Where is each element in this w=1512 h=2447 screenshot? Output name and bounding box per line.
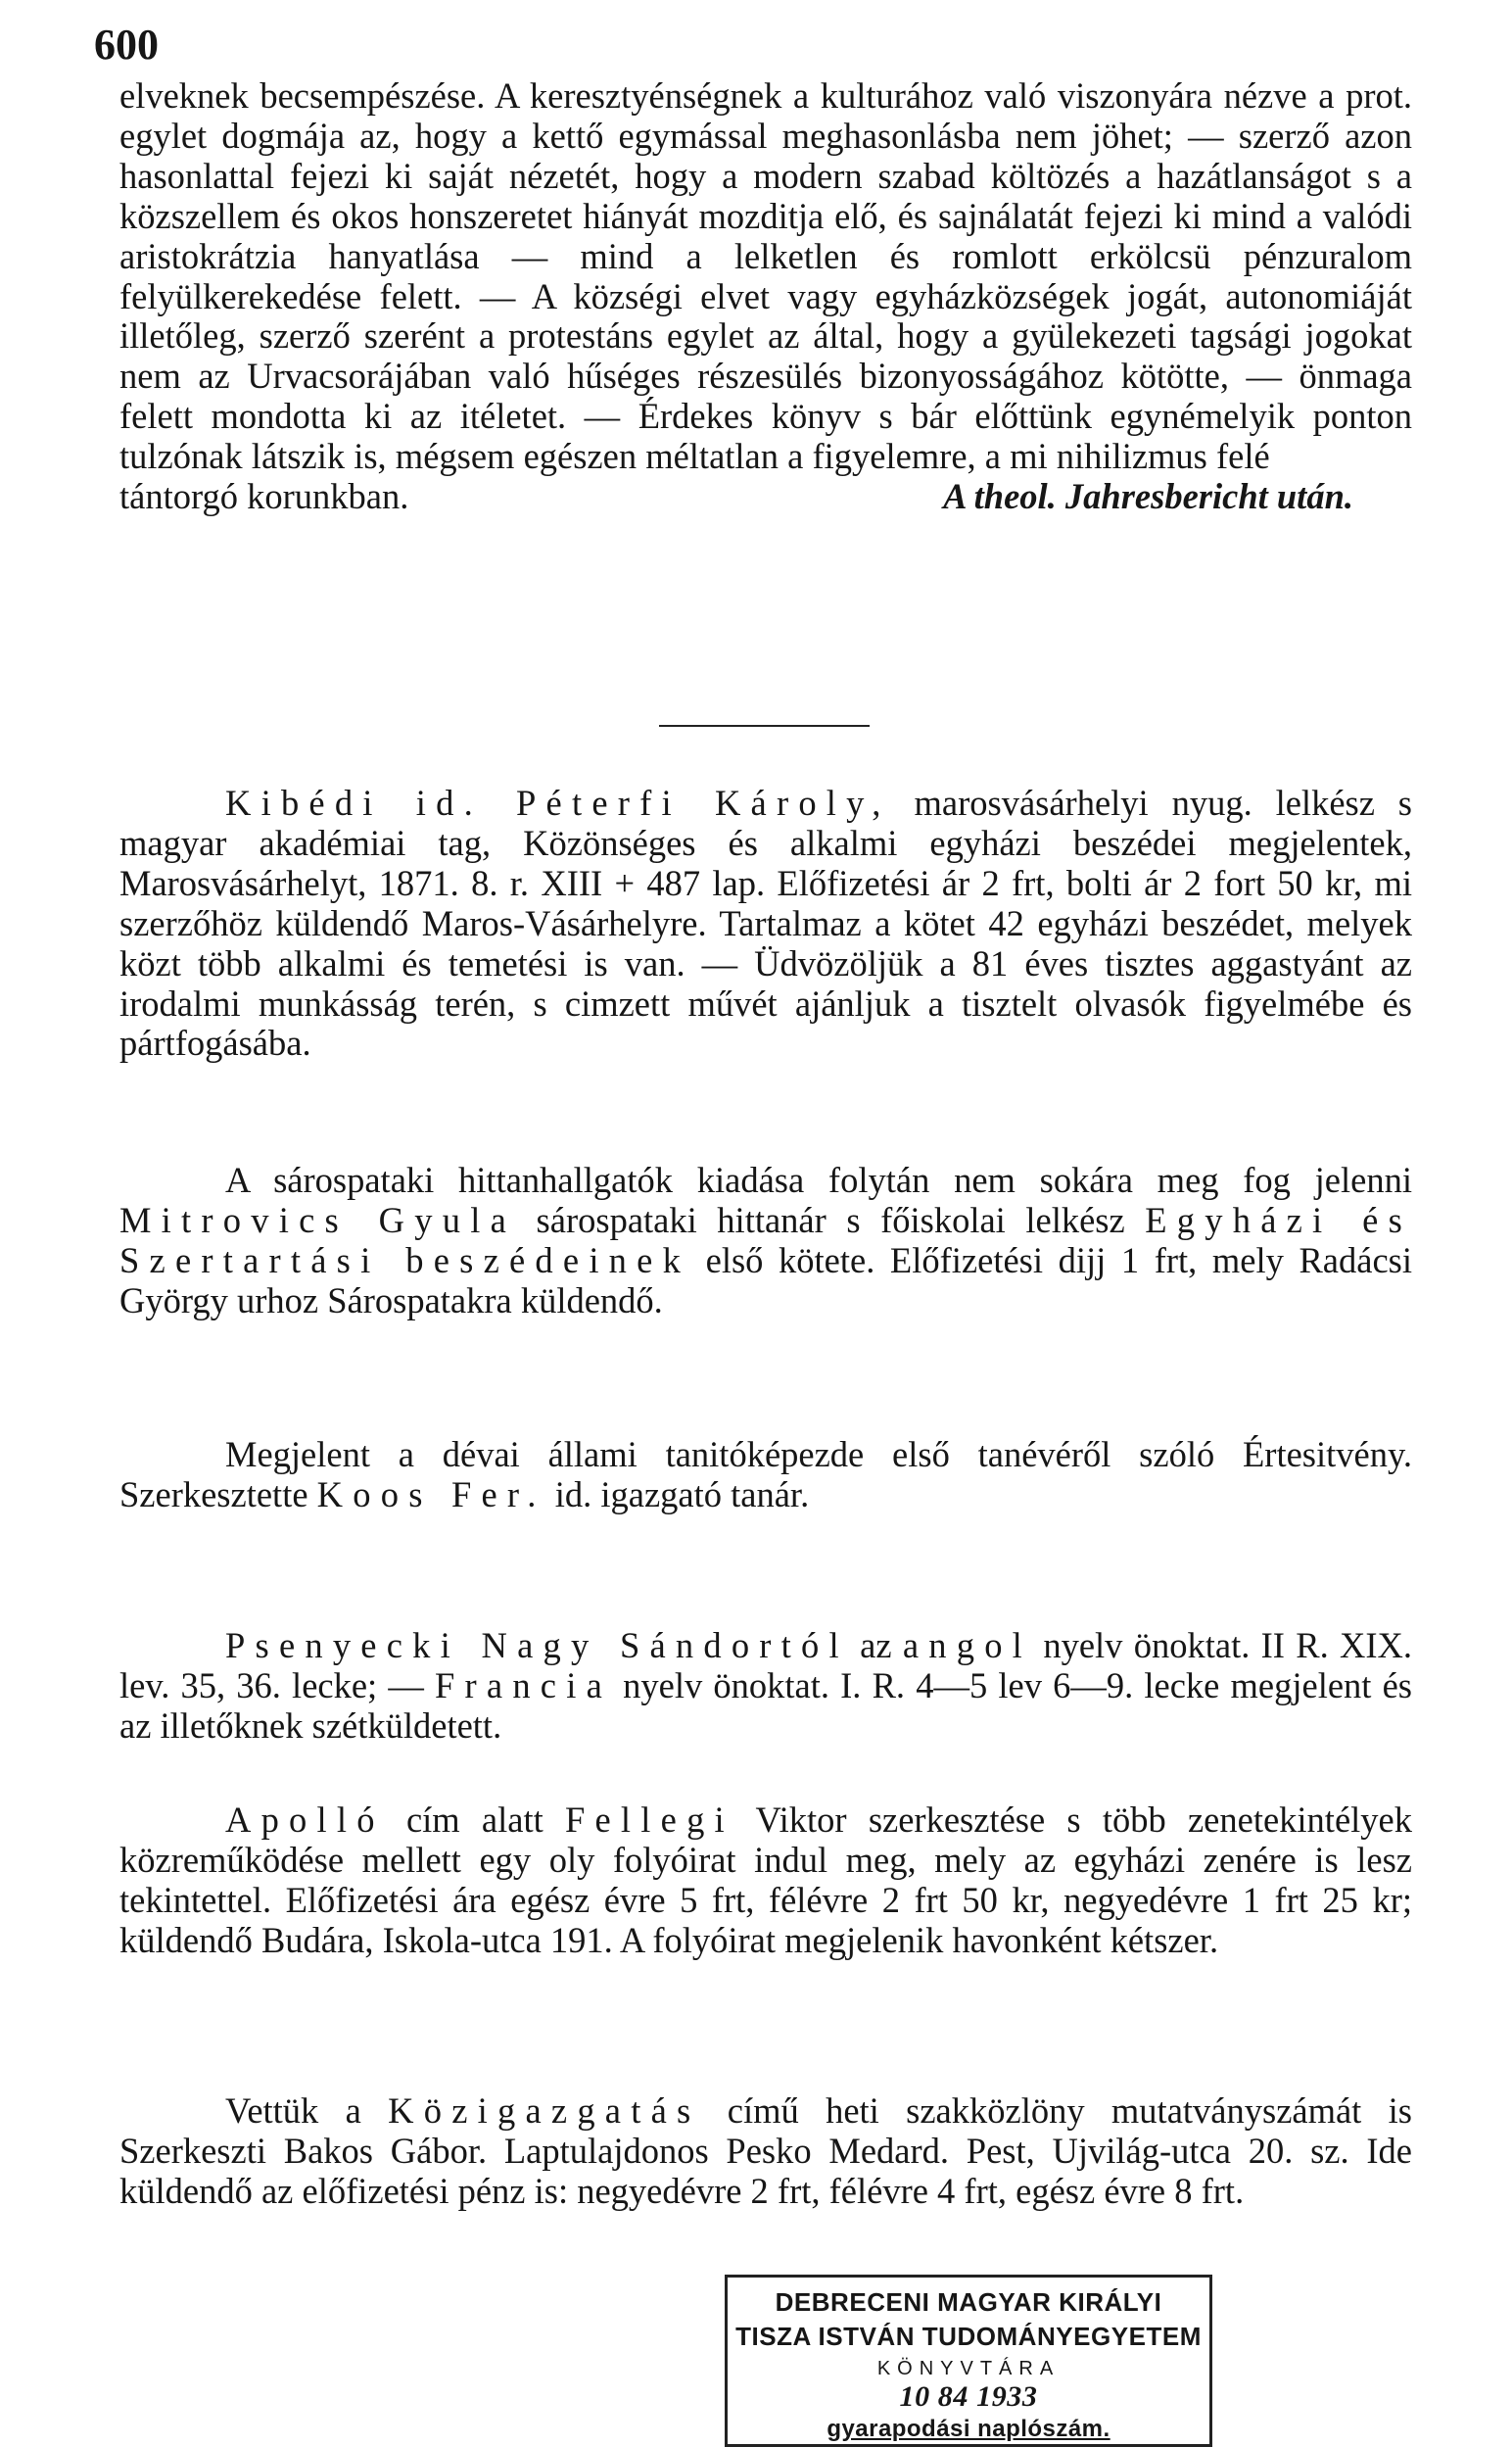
mitrovics-name: Mitrovics Gyula (119, 1199, 516, 1240)
kozigazgatas-notice (119, 2091, 1412, 2212)
apollo-title: Apolló (225, 1799, 385, 1840)
library-stamp (725, 2275, 1212, 2447)
psenyecki-text-b: az (848, 1625, 903, 1665)
psenyecki-notice (119, 1626, 1412, 1747)
deva-text-a: Megjelent a dévai állami tanitóképezde első tanévéről szóló Értesitvény. Szerkesztette (119, 1434, 1412, 1514)
sarospatak-notice (119, 1161, 1412, 1321)
sarospatak-text-a: A sárospataki hittanhallgatók kiadása folytán nem sokára meg fog jelenni (225, 1160, 1412, 1200)
psenyecki-text-d: nyelv önoktat. II R. XIX. lev. 35, 36. lecke; — (119, 1625, 1412, 1705)
deva-notice (119, 1435, 1412, 1515)
review-source: A theol. Jahresbericht után. (943, 476, 1353, 517)
sermons-title: Egyházi és Szertartási beszédeinek (119, 1199, 1413, 1280)
review-body: elveknek becsempészése. A keresztyénségnek a kulturához való viszonyára nézve a prot. egylet dogmája az, hogy a kettő egymással meghasonlásba nem jöhet; — szerző azon hasonlattal fejezi ki saját nézetét, hogy a modern szabad költözés a hazátlanságot s a közszellem és okos honszeretet hiányát mozditja elő, és sajnálatát fejezi ki mind a valódi aristokrátzia hanyatlása — mind a lelketlen és romlott erkölcsü pénzuralom felyülkerekedése felett. — A községi elvet vagy egyházközségek jogát, autonomiáját illetőleg, szerző szerént a protestáns egylet az által, hogy a gyülekezeti tagsági jogokat nem az Urvacsorájában való hűséges részesülés bizonyosságához kötötte, — önmaga felett mondotta ki az itéletet. — Érdekes könyv s bár előttünk egynémelyik ponton tulzónak látszik is, mégsem egészen méltatlan a figyelemre, a mi nihilizmus felé (119, 75, 1412, 477)
paragraph-book-review (119, 76, 1412, 517)
peterfi-name: Kibédi id. Péterfi Károly, (225, 783, 891, 823)
paragraph-psenyecki (119, 1626, 1412, 1747)
fellegi-name: Fellegi (564, 1799, 734, 1840)
review-last-words: tántorgó korunkban. (119, 476, 409, 517)
stamp-line-2: TISZA ISTVÁN TUDOMÁNYEGYETEM (735, 2322, 1202, 2351)
paragraph-kozigazgatas (119, 2091, 1412, 2212)
kozigazgatas-title: Közigazgatás (388, 2090, 701, 2131)
peterfi-notice (119, 784, 1412, 1064)
apollo-notice (119, 1800, 1412, 1961)
paragraph-peterfi (119, 784, 1412, 1064)
page-number: 600 (94, 21, 159, 69)
kozig-text-c: című heti szakközlöny mutatványszámát is Szerkeszti Bakos Gábor. Laptulajdonos Pesko Medard. Pest, Ujvilág-utca 20. sz. Ide küldendő az előfizetési pénz is: negyedévre 2 frt, félévre 4 frt, egész évre 8 frt. (119, 2090, 1413, 2211)
apollo-text-d: Viktor szerkesztése s több zenetekintélyek közreműködése mellett egy oly folyóirat indul meg, mely az egyházi zenére is lesz tekintettel. Előfizetési ára egész évre 5 frt, félévre 2 frt 50 kr, negyedévre 1 frt 25 kr; küldendő Budára, Iskola-utca 191. A folyóirat megjelenik havonként kétszer. (119, 1799, 1412, 1960)
stamp-line-4: 10 84 1933 (899, 2380, 1038, 2413)
kozig-text-a: Vettük a (225, 2090, 389, 2131)
angol-word: angol (902, 1625, 1033, 1665)
paragraph-sarospatak (119, 1161, 1412, 1321)
stamp-line-5: gyarapodási naplószám. (827, 2416, 1110, 2442)
psenyecki-name: Psenyecki Nagy Sándortól (225, 1625, 849, 1665)
deva-text-b: id. igazgató tanár. (545, 1473, 810, 1514)
peterfi-text: marosvásárhelyi nyug. lelkész s magyar akadémiai tag, Közönséges és alkalmi egyházi beszédei megjelentek, Marosvásárhelyt, 1871. 8. r. XIII + 487 lap. Előfizetési ár 2 frt, bolti ár 2 fort 50 kr, mi szerzőhöz küldendő Maros-Vásárhelyre. Tartalmaz a kötet 42 egyházi beszédet, melyek közt több alkalmi és temetési is van. — Üdvözöljük a 81 éves tisztes aggastyánt az irodalmi munkásság terén, s cimzett művét ajánljuk a tisztelt olvasók figyelmébe és pártfogásába. (119, 783, 1413, 1064)
francia-word: Francia (435, 1664, 612, 1705)
sarospatak-text-b: sárospataki hittanár s főiskolai lelkész (516, 1199, 1146, 1240)
review-closing-line (119, 477, 1412, 517)
stamp-line-3: KÖNYVTÁRA (876, 2358, 1061, 2379)
psenyecki-text-f: nyelv önoktat. I. R. 4—5 lev 6—9. lecke megjelent és az illetőknek szétküldetett. (119, 1664, 1412, 1746)
paragraph-deva (119, 1435, 1412, 1515)
paragraph-apollo (119, 1800, 1412, 1961)
stamp-line-1: DEBRECENI MAGYAR KIRÁLYI (775, 2287, 1162, 2317)
koos-name: Koos Fer. (316, 1473, 546, 1514)
section-divider (659, 725, 870, 727)
sarospatak-text-c: első kötete. Előfizetési dijj 1 frt, mely Radácsi György urhoz Sárospatakra küldendő. (119, 1239, 1412, 1320)
apollo-text-b: cím alatt (384, 1799, 565, 1840)
